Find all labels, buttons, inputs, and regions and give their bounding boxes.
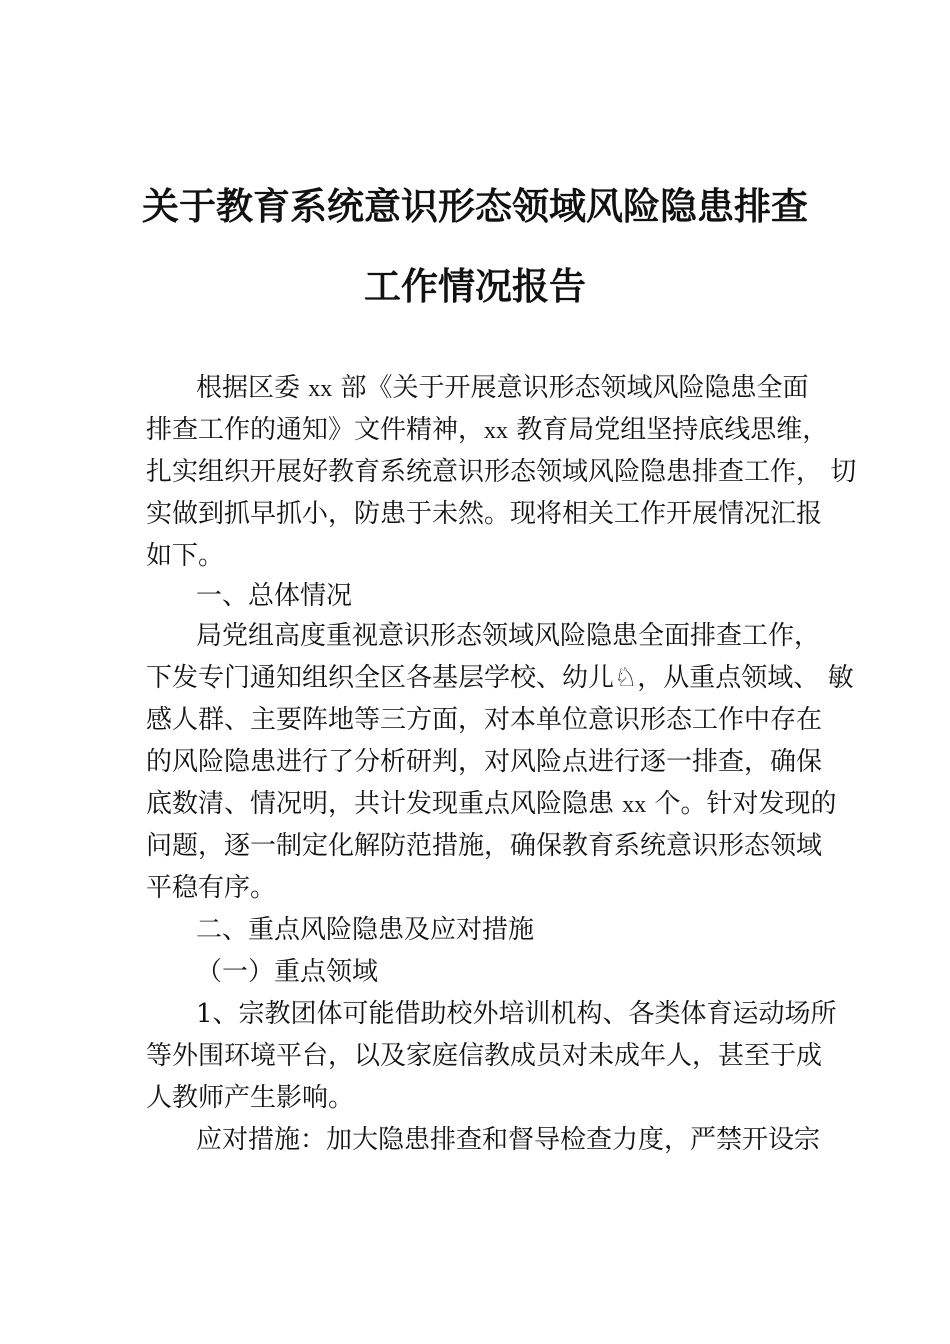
body-line: 如下。 <box>146 541 225 571</box>
body-line: 平稳有序。 <box>146 873 277 903</box>
body-line: 应对措施：加大隐患排查和督导检查力度，严禁开设宗 <box>196 1125 821 1155</box>
body-line: 等外围环境平台，以及家庭信教成员对未成年人，甚至于成 <box>146 1041 823 1071</box>
document-title-line-2: 工作情况报告 <box>364 265 586 308</box>
body-line: 人教师产生影响。 <box>146 1083 355 1113</box>
body-line: 排查工作的通知》文件精神，xx 教育局党组坚持底线思维， <box>146 415 829 445</box>
body-line: 的风险隐患进行了分析研判，对风险点进行逐一排查，确保 <box>146 747 823 777</box>
body-line: 1、宗教团体可能借助校外培训机构、各类体育运动场所 <box>196 999 837 1029</box>
body-line: 下发专门通知组织全区各基层学校、幼儿♘，从重点领域、 敏 <box>146 663 854 693</box>
body-line: 感人群、主要阵地等三方面，对本单位意识形态工作中存在 <box>146 705 823 735</box>
section-heading: 一、总体情况 <box>196 581 353 611</box>
body-line: 根据区委 xx 部《关于开展意识形态领域风险隐患全面 <box>196 373 809 403</box>
body-line: 问题，逐一制定化解防范措施，确保教育系统意识形态领域 <box>146 831 823 861</box>
body-line: 实做到抓早抓小，防患于未然。现将相关工作开展情况汇报 <box>146 499 823 529</box>
section-heading: 二、重点风险隐患及应对措施 <box>196 915 535 945</box>
body-line: 底数清、情况明，共计发现重点风险隐患 xx 个。针对发现的 <box>146 789 837 819</box>
body-line: 扎实组织开展好教育系统意识形态领域风险隐患排查工作， 切 <box>146 457 857 487</box>
body-line: 局党组高度重视意识形态领域风险隐患全面排查工作， <box>196 621 821 651</box>
subsection-heading: （一）重点领域 <box>196 957 379 987</box>
document-title-line-1: 关于教育系统意识形态领域风险隐患排查 <box>142 185 808 228</box>
